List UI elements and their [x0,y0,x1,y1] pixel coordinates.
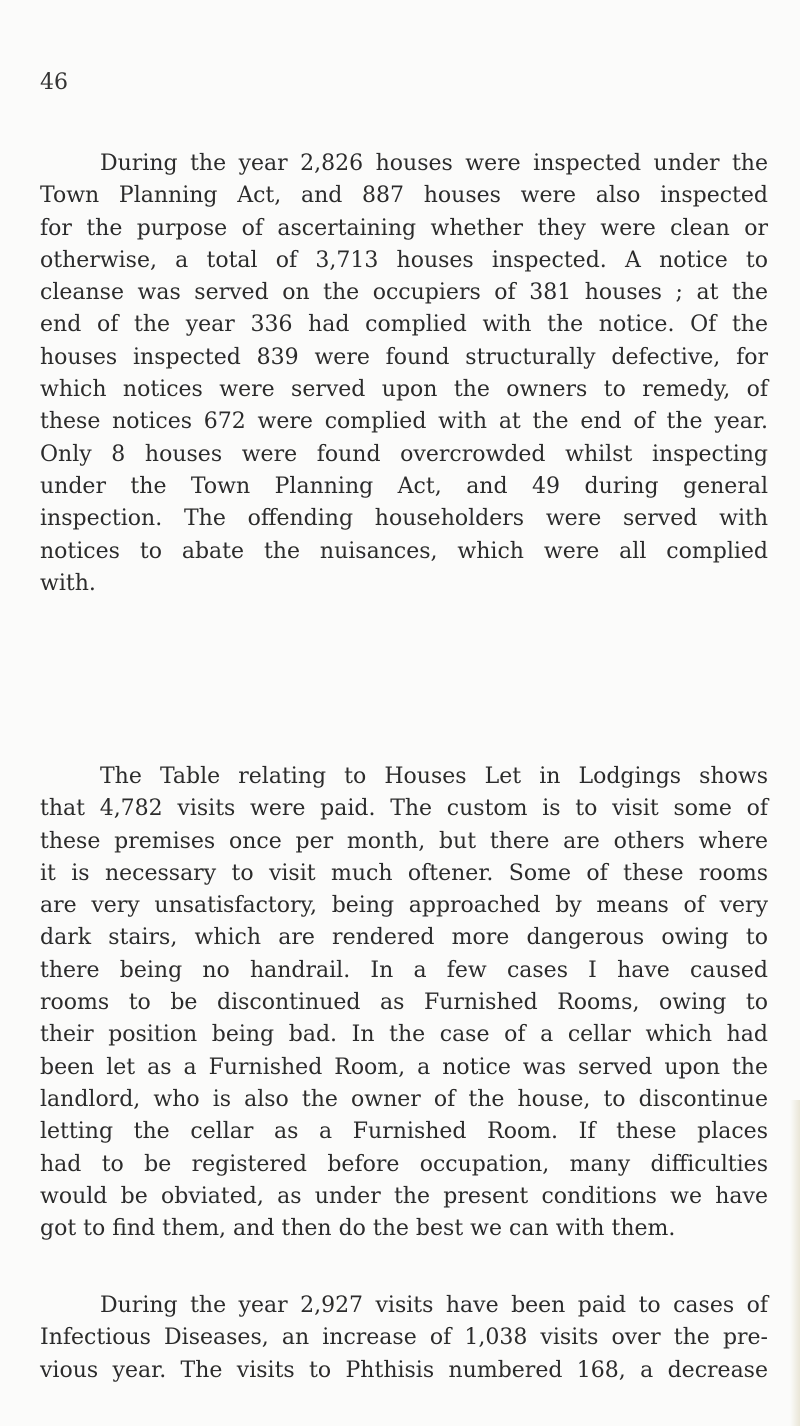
text-line: these premises once per month, but there are others where [40,828,768,854]
text-line: rooms to be discontinued as Furnished Rooms, owing to [40,990,768,1016]
text-line: The Table relating to Houses Let in Lodgings shows [100,764,768,789]
text-line: notices to abate the nuisances, which were all complied [40,538,768,564]
text-line: under the Town Planning Act, and 49 during general [40,473,768,499]
text-line: During the year 2,826 houses were inspected under the [100,151,768,176]
text-line: dark stairs, which are rendered more dangerous owing to [40,925,768,951]
text-line: cleanse was served on the occupiers of 381 houses ; at the [40,280,768,306]
page-number: 46 [40,70,68,95]
text-line: there being no handrail. In a few cases I have caused [40,957,768,983]
text-line: been let as a Furnished Room, a notice was served upon the [40,1054,768,1080]
text-line: Infectious Diseases, an increase of 1,038 visits over the pre- [40,1325,768,1351]
paragraph-houses-let-in-lodgings [40,761,768,1245]
page-edge-shadow [790,1100,800,1426]
text-line: their position being bad. In the case of a cellar which had [40,1022,768,1048]
text-line: these notices 672 were complied with at the end of the year. [40,409,768,435]
text-line: otherwise, a total of 3,713 houses inspected. A notice to [40,247,768,273]
text-line: inspection. The offending householders were served with [40,506,768,532]
text-line: landlord, who is also the owner of the house, to discontinue [40,1086,768,1112]
text-line: got to find them, and then do the best we can with them. [40,1216,676,1242]
text-line: letting the cellar as a Furnished Room. If these places [40,1119,768,1145]
text-line: that 4,782 visits were paid. The custom is to visit some of [40,796,768,822]
text-line: houses inspected 839 were found structurally defective, for [40,344,768,370]
paragraph-infectious-diseases [40,1290,768,1387]
paragraph-town-planning-inspections [40,148,768,600]
text-line: for the purpose of ascertaining whether they were clean or [40,215,768,241]
text-line: are very unsatisfactory, being approached by means of very [40,893,768,919]
text-line: During the year 2,927 visits have been paid to cases of [100,1293,768,1318]
text-line: would be obviated, as under the present conditions we have [40,1183,768,1209]
text-line: had to be registered before occupation, many difficulties [40,1151,768,1177]
text-line: vious year. The visits to Phthisis numbered 168, a decrease [40,1357,768,1383]
text-line: end of the year 336 had complied with the notice. Of the [40,312,768,338]
text-line: Town Planning Act, and 887 houses were also inspected [40,183,768,209]
text-line: Only 8 houses were found overcrowded whilst inspecting [40,441,768,467]
text-line: which notices were served upon the owners to remedy, of [40,377,768,403]
text-line: it is necessary to visit much oftener. Some of these rooms [40,860,768,886]
text-line: with. [40,570,96,596]
